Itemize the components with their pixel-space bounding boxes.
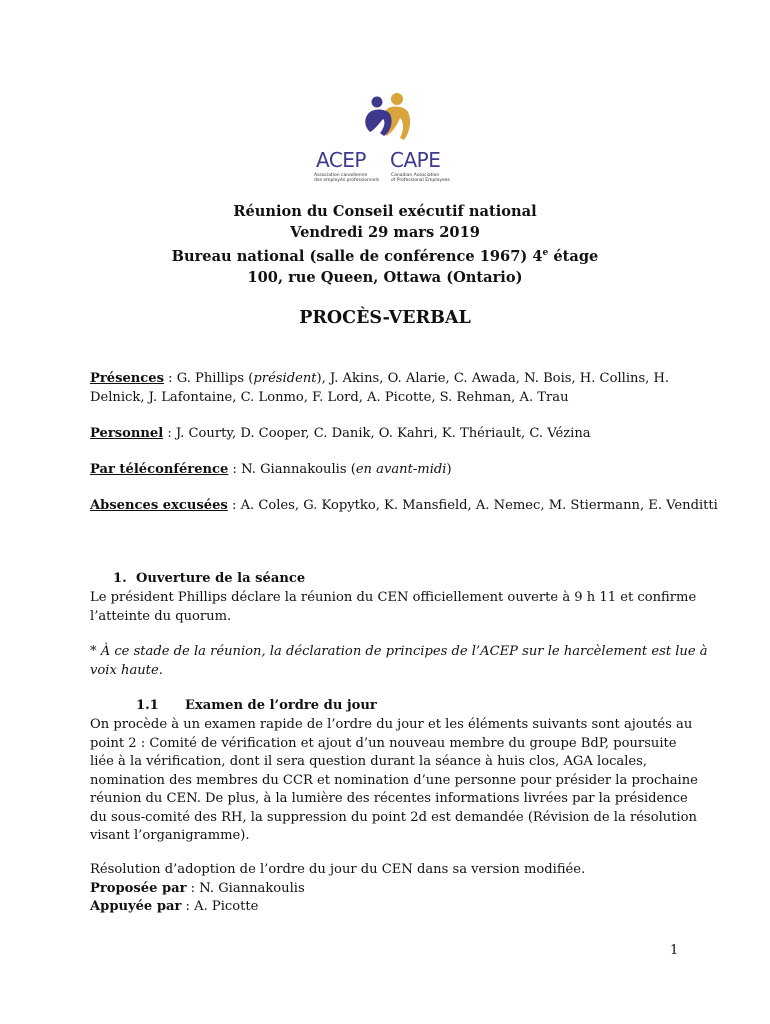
logo-acep-text: ACEP [316,148,366,172]
resolution-block [90,861,690,917]
meeting-location: Bureau national (salle de conférence 1967) 4e étage [171,247,599,265]
seconded-by: Appuyée par : A. Picotte [90,899,259,914]
presences-paragraph: Présences : G. Phillips (président), J. Akins, O. Alarie, C. Awada, N. Bois, H. Collins, H. Delnick, J. Lafontaine, C. Lonmo, F. Lord, A. Picotte, S. Rehman, A. Trau [90,371,670,405]
section-1-number: 1. [113,571,127,586]
section-1-note: * À ce stade de la réunion, la déclaration de principes de l’ACEP sur le harcèlement est lue à voix haute. [90,644,708,678]
teleconference-label: Par téléconférence [90,462,229,477]
meeting-date: Vendredi 29 mars 2019 [290,224,480,241]
logo-cape-text: CAPE [390,148,441,172]
meeting-header [0,201,770,288]
section-1-1-heading: Examen de l’ordre du jour [185,698,377,713]
meeting-address: 100, rue Queen, Ottawa (Ontario) [247,268,523,286]
resolution-text: Résolution d’adoption de l’ordre du jour du CEN dans sa version modifiée. [90,862,586,877]
meeting-title: Réunion du Conseil exécutif national [233,203,537,220]
teleconference-paragraph: Par téléconférence : N. Giannakoulis (en avant-midi) [90,462,452,477]
proposed-by: Proposée par : N. Giannakoulis [90,880,305,896]
presences-label: Présences [90,371,164,386]
section-1-1-number: 1.1 [136,698,159,713]
personnel-label: Personnel [90,426,164,441]
acep-cape-logo [0,92,770,188]
section-1-body: Le président Phillips déclare la réunion du CEN officiellement ouverte à 9 h 11 et confirme l’atteinte du quorum. [90,590,697,624]
logo-english-subtitle: Canadian Association of Professional Employees [391,173,450,183]
absences-label: Absences excusées [90,498,228,513]
section-1-1-body: On procède à un examen rapide de l’ordre du jour et les éléments suivants sont ajoutés au point 2 : Comité de vérification et ajout d’un nouveau membre du groupe BdP, poursuite liée à la vérification, dont il sera question durant la séance à huis clos, AGA locales, nomination des membres du CCR et nomination d’une personne pour présider la prochaine réunion du CEN. De plus, à la lumière des récentes informations livrées par la présidence du sous-comité des RH, la suppression du point 2d est demandée (Révision de la résolution visant l’organigramme). [90,717,698,843]
personnel-paragraph: Personnel : J. Courty, D. Cooper, C. Danik, O. Kahri, K. Thériault, C. Vézina [90,426,591,441]
logo-french-subtitle: Association canadienne des employés professionnels [314,173,380,183]
page-number: 1 [670,943,679,958]
document-title: PROCÈS-VERBAL [299,308,471,328]
section-1-heading: Ouverture de la séance [136,571,306,586]
logo-figures-icon [360,92,420,148]
absences-paragraph: Absences excusées : A. Coles, G. Kopytko, K. Mansfield, A. Nemec, M. Stiermann, E. Venditti [90,498,718,513]
